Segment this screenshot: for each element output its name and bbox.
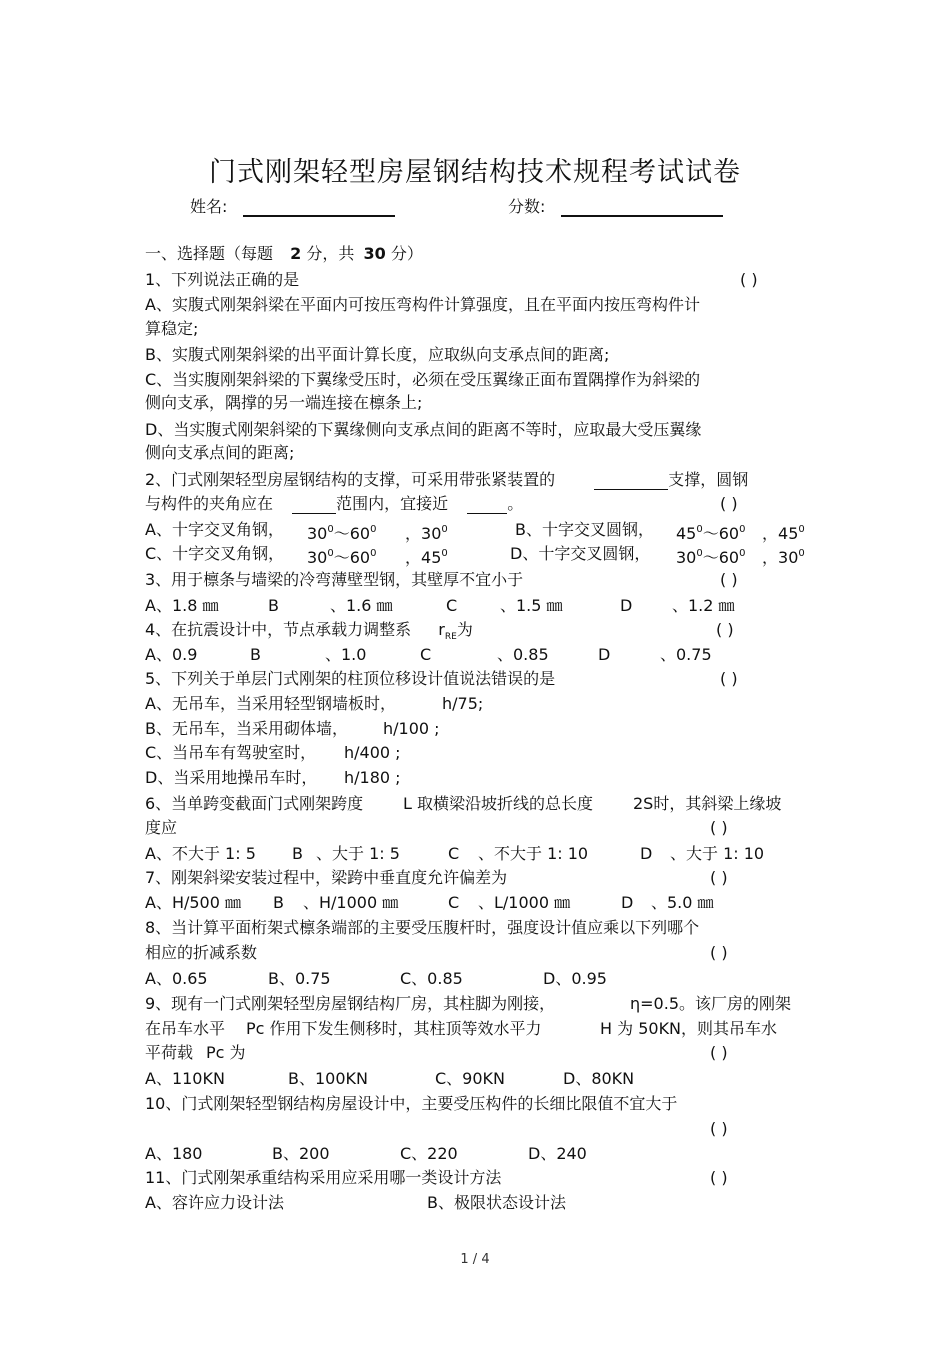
q2-c-high: 60 [349,548,371,567]
q1-option-d-cont: 侧向支承点间的距离; [145,443,295,462]
section-header [145,244,423,264]
q7-option-d-value: 、5.0 ㎜ [651,893,714,912]
q4-sub: RE [444,632,457,643]
q10-option-d: D、240 [528,1144,587,1163]
degree-sup: 0 [739,524,746,535]
q5-option-d: D、当采用地操吊车时， [145,768,318,787]
section-label: 一、选择题（每题 [145,244,274,263]
q2-a-near: 30 [421,524,442,543]
question-2 [145,470,748,490]
q5-option-d-value: h/180 ; [344,768,401,787]
answer-paren[interactable]: ( ) [720,570,738,589]
question-9-c2: Pc 为 [206,1043,246,1062]
q11-option-b: B、极限状态设计法 [427,1193,566,1212]
answer-paren[interactable]: ( ) [740,270,758,289]
answer-paren[interactable]: ( ) [710,818,728,837]
q2-a-low: 30 [307,524,328,543]
q2-c-near: 45 [421,548,442,567]
q2-text-e: 。 [507,494,524,513]
name-underline[interactable] [243,197,395,217]
q8-option-b: B、0.75 [268,969,331,988]
question-8-cont: 相应的折减系数 [145,943,258,962]
q2-option-c-range [307,544,376,568]
q1-option-a-cont: 算稳定; [145,319,199,338]
answer-paren[interactable]: ( ) [720,494,738,513]
q2-option-c: C、十字交叉角钢， [145,544,285,563]
tilde: ～ [333,548,350,567]
q2-b-high: 60 [718,524,740,543]
score-underline[interactable] [561,197,723,217]
q2-a-high: 60 [349,524,371,543]
q1-option-d: D、当实腹式刚架斜梁的下翼缘侧向支承点间的距离不等时，应取最大受压翼缘 [145,420,702,439]
degree-sup: 0 [798,548,805,559]
q8-option-a: A、0.65 [145,969,208,988]
comma: ， [762,548,779,567]
q3-option-a: A、1.8 ㎜ [145,596,219,615]
answer-paren[interactable]: ( ) [720,669,738,688]
q2-blank-3[interactable] [467,497,507,514]
q3-option-b: B [268,596,279,615]
q7-option-c: C [448,893,460,912]
degree-sup: 0 [327,548,334,559]
q7-option-d: D [621,893,634,912]
q2-option-d: D、十字交叉圆钢， [510,544,651,563]
q6-option-b: B [292,844,303,863]
q2-d-near: 30 [778,548,799,567]
answer-paren[interactable]: ( ) [710,868,728,887]
question-2-cont [145,494,523,514]
q5-option-c-value: h/400 ; [344,743,401,762]
answer-paren[interactable]: ( ) [710,1119,728,1138]
q2-option-a-best [405,520,448,544]
q1-option-b: B、实腹式刚架斜梁的出平面计算长度，应取纵向支承点间的距离; [145,345,610,364]
name-label: 姓名: [190,197,228,216]
q2-option-d-best [762,544,805,568]
q2-c-low: 30 [307,548,328,567]
q4-option-d-value: 、0.75 [660,645,712,664]
q5-option-b: B、无吊车，当采用砌体墙， [145,719,348,738]
degree-sup: 0 [441,524,448,535]
q2-option-b-range [676,520,745,544]
question-6-c: 2S时，其斜梁上缘坡 [633,794,782,813]
q1-option-c-cont: 侧向支承，隅撑的另一端连接在檩条上; [145,393,423,412]
question-10: 10、门式刚架轻型钢结构房屋设计中，主要受压构件的长细比限值不宜大于 [145,1094,678,1113]
q3-option-b-value: 、1.6 ㎜ [330,596,393,615]
degree-sup: 0 [798,524,805,535]
q2-d-high: 60 [718,548,740,567]
degree-sup: 0 [696,524,703,535]
q3-option-d-value: 、1.2 ㎜ [672,596,735,615]
q2-text-d: 范围内，宜接近 [336,494,449,513]
answer-paren[interactable]: ( ) [710,1168,728,1187]
q6-option-b-value: 、大于 1: 5 [316,844,400,863]
comma: ， [405,548,422,567]
q2-option-d-range [676,544,745,568]
q7-option-b-value: 、H/1000 ㎜ [303,893,399,912]
q4-end: 为 [456,620,473,639]
question-11: 11、门式刚架承重结构采用应采用哪一类设计方法 [145,1168,502,1187]
q4-option-b-value: 、1.0 [325,645,367,664]
section-end: 分） [390,244,423,263]
q6-option-d: D [640,844,653,863]
degree-sup: 0 [370,524,377,535]
q8-option-d: D、0.95 [543,969,607,988]
q6-option-a: A、不大于 1: 5 [145,844,256,863]
q4-option-d: D [598,645,611,664]
q3-option-c-value: 、1.5 ㎜ [500,596,563,615]
q2-text-b: 支撑，圆钢 [668,470,749,489]
degree-sup: 0 [441,548,448,559]
answer-paren[interactable]: ( ) [716,620,734,639]
score-label: 分数: [508,197,546,216]
question-9: 9、现有一门式刚架轻型房屋钢结构厂房，其柱脚为刚接， [145,994,556,1013]
q9-option-b: B、100KN [288,1069,368,1088]
q3-option-d: D [620,596,633,615]
q2-option-b-best [762,520,805,544]
q2-option-a: A、十字交叉角钢， [145,520,284,539]
q2-d-low: 30 [676,548,697,567]
degree-sup: 0 [370,548,377,559]
page-number: 1 / 4 [460,1252,490,1267]
section-mid: 分，共 [306,244,355,263]
q2-text-c: 与构件的夹角应在 [145,494,274,513]
q4-option-b: B [250,645,261,664]
q9-option-a: A、110KN [145,1069,225,1088]
q2-blank-1[interactable] [594,473,668,490]
question-5: 5、下列关于单层门式刚架的柱顶位移设计值说法错误的是 [145,669,556,688]
q10-option-a: A、180 [145,1144,203,1163]
section-total: 30 [363,244,386,263]
q2-option-a-range [307,520,376,544]
q10-option-c: C、220 [400,1144,458,1163]
tilde: ～ [702,548,719,567]
q4-option-c: C [420,645,432,664]
q4-text: 4、在抗震设计中，节点承载力调整系 [145,620,412,639]
section-points: 2 [290,244,302,263]
q2-option-c-best [405,544,448,568]
q5-option-a-value: h/75; [442,694,484,713]
q1-option-a: A、实腹式刚架斜梁在平面内可按压弯构件计算强度，且在平面内按压弯构件计 [145,295,700,314]
q7-option-c-value: 、L/1000 ㎜ [478,893,571,912]
q2-blank-2[interactable] [292,497,336,514]
question-9-b2: Pc 作用下发生侧移时，其柱顶等效水平力 [246,1019,542,1038]
score-field [508,194,723,217]
question-8: 8、当计算平面桁架式檩条端部的主要受压腹杆时，强度设计值应乘以下列哪个 [145,918,700,937]
tilde: ～ [702,524,719,543]
q3-option-c: C [446,596,458,615]
q5-option-b-value: h/100 ; [383,719,440,738]
q6-option-c-value: 、不大于 1: 10 [478,844,589,863]
question-9-b3: H 为 50KN，则其吊车水 [600,1019,778,1038]
answer-paren[interactable]: ( ) [710,943,728,962]
question-7: 7、刚架斜梁安装过程中，梁跨中垂直度允许偏差为 [145,868,508,887]
q1-option-c: C、当实腹刚架斜梁的下翼缘受压时，必须在受压翼缘正面布置隅撑作为斜梁的 [145,370,701,389]
question-9-c1: 平荷载 [145,1043,194,1062]
question-1: 1、下列说法正确的是 [145,270,300,289]
question-6: 6、当单跨变截面门式刚架跨度 [145,794,364,813]
q5-option-c: C、当吊车有驾驶室时， [145,743,317,762]
question-9-eta: η=0.5。该厂房的刚架 [630,994,791,1013]
comma: ， [405,524,422,543]
question-4 [145,620,473,647]
question-3: 3、用于檩条与墙梁的冷弯薄壁型钢，其壁厚不宜小于 [145,570,524,589]
q4-option-a: A、0.9 [145,645,198,664]
degree-sup: 0 [739,548,746,559]
q4-option-c-value: 、0.85 [497,645,549,664]
exam-title: 门式刚架轻型房屋钢结构技术规程考试试卷 [209,157,741,188]
q9-option-d: D、80KN [563,1069,635,1088]
q9-option-c: C、90KN [435,1069,505,1088]
q11-option-a: A、容许应力设计法 [145,1193,284,1212]
degree-sup: 0 [327,524,334,535]
name-field [190,194,395,217]
q4-r: r [438,620,445,639]
q6-option-d-value: 、大于 1: 10 [670,844,765,863]
q6-option-c: C [448,844,460,863]
question-6-cont: 度应 [145,818,178,837]
question-6-b: L 取横梁沿坡折线的总长度 [403,794,594,813]
q2-b-near: 45 [778,524,799,543]
q2-text-a: 2、门式刚架轻型房屋钢结构的支撑，可采用带张紧装置的 [145,470,556,489]
q2-b-low: 45 [676,524,697,543]
q10-option-b: B、200 [272,1144,330,1163]
question-9-b1: 在吊车水平 [145,1019,226,1038]
q8-option-c: C、0.85 [400,969,463,988]
q2-option-b: B、十字交叉圆钢， [515,520,654,539]
comma: ， [762,524,779,543]
tilde: ～ [333,524,350,543]
q5-option-a: A、无吊车，当采用轻型钢墙板时， [145,694,396,713]
degree-sup: 0 [696,548,703,559]
q7-option-b: B [273,893,284,912]
answer-paren[interactable]: ( ) [710,1043,728,1062]
q7-option-a: A、H/500 ㎜ [145,893,241,912]
